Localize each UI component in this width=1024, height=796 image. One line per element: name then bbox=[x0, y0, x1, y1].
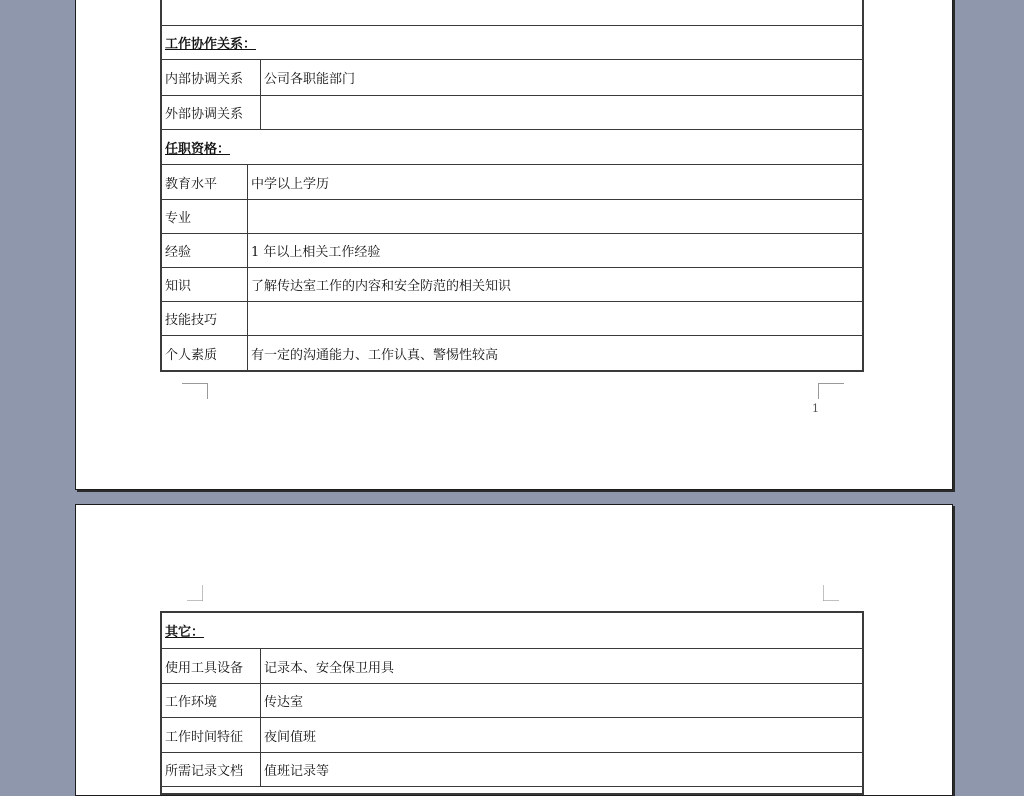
section-heading-other: 其它： bbox=[165, 625, 205, 640]
row-value: 值班记录等 bbox=[261, 753, 864, 787]
row-value: 传达室 bbox=[261, 684, 864, 718]
row-value bbox=[248, 200, 864, 234]
page-number: 1 bbox=[812, 402, 819, 415]
row-label: 技能技巧 bbox=[162, 302, 248, 336]
row-label: 所需记录文档 bbox=[162, 753, 261, 787]
section-heading-qualifications: 任职资格： bbox=[165, 141, 231, 157]
row-label: 教育水平 bbox=[162, 165, 248, 200]
row-label: 知识 bbox=[162, 268, 248, 302]
margin-corner-mark-left bbox=[182, 585, 208, 601]
other-info-table bbox=[161, 612, 864, 787]
row-label: 外部协调关系 bbox=[162, 96, 261, 130]
job-description-table bbox=[161, 0, 864, 371]
section-heading-row bbox=[162, 130, 864, 165]
table-row-top-partial bbox=[162, 0, 864, 26]
row-value: 中学以上学历 bbox=[248, 165, 864, 200]
margin-corner-mark-left bbox=[182, 383, 208, 399]
row-label: 专业 bbox=[162, 200, 248, 234]
table-row bbox=[162, 165, 864, 200]
section-heading-row bbox=[162, 613, 864, 649]
margin-corner-mark-right bbox=[818, 585, 844, 601]
row-value bbox=[248, 302, 864, 336]
table-row bbox=[162, 718, 864, 753]
table-row bbox=[162, 753, 864, 787]
row-label: 个人素质 bbox=[162, 336, 248, 371]
table-row bbox=[162, 200, 864, 234]
row-label: 经验 bbox=[162, 234, 248, 268]
margin-corner-mark-right bbox=[818, 383, 844, 399]
table-row bbox=[162, 96, 864, 130]
table-row bbox=[162, 336, 864, 371]
table-row bbox=[162, 268, 864, 302]
table-row bbox=[162, 234, 864, 268]
section-heading-row bbox=[162, 26, 864, 60]
table-row bbox=[162, 60, 864, 96]
row-value: 夜间值班 bbox=[261, 718, 864, 753]
row-value: 有一定的沟通能力、工作认真、警惕性较高 bbox=[248, 336, 864, 371]
table-row bbox=[162, 302, 864, 336]
row-value: 了解传达室工作的内容和安全防范的相关知识 bbox=[248, 268, 864, 302]
row-label: 工作环境 bbox=[162, 684, 261, 718]
document-page-1 bbox=[75, 0, 953, 490]
section-heading-collaboration: 工作协作关系： bbox=[165, 37, 257, 52]
row-label: 工作时间特征 bbox=[162, 718, 261, 753]
row-value: 公司各职能部门 bbox=[261, 60, 864, 96]
row-value bbox=[261, 96, 864, 130]
document-page-2 bbox=[75, 504, 953, 796]
table-row bbox=[162, 684, 864, 718]
row-label: 内部协调关系 bbox=[162, 60, 261, 96]
row-label: 使用工具设备 bbox=[162, 649, 261, 684]
row-value: 记录本、安全保卫用具 bbox=[261, 649, 864, 684]
row-value: 1 年以上相关工作经验 bbox=[248, 234, 864, 268]
table-row bbox=[162, 649, 864, 684]
